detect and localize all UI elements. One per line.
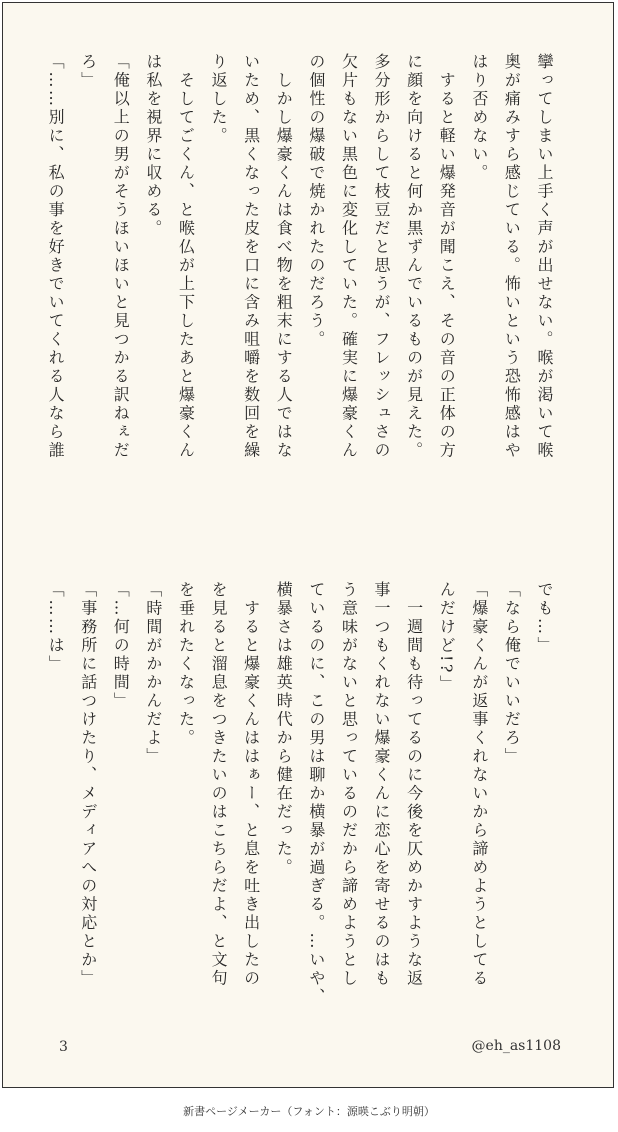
text-column: 横暴さは雄英時代から健在だった。: [274, 581, 294, 877]
text-column: の個性の爆破で焼かれたのだろう。: [306, 53, 326, 349]
text-column: 攣ってしまい上手く声が出せない。喉が渇いて喉: [535, 53, 554, 460]
text-column: はり否めない。: [469, 53, 489, 183]
text-column: すると爆豪くんははぁー、と息を吐き出したの: [241, 581, 261, 988]
text-column: 「なら俺でいいだろ」: [502, 581, 522, 766]
text-column: んだけど!?」: [437, 581, 457, 694]
text-column: は私を視界に収める。: [143, 53, 163, 238]
lower-text-block: [39, 581, 561, 1007]
text-column: いため、黒くなった皮を口に含み咀嚼を数回を繰: [241, 53, 261, 460]
text-column: でも…」: [535, 581, 554, 655]
text-column: を見ると溜息をつきたいのはこちらだよ、と文句: [209, 581, 229, 988]
text-column: 「俺以上の男がそうほいほいと見つかる訳ねぇだ: [111, 53, 131, 460]
text-column: 「……は」: [46, 581, 66, 674]
text-column: 多分形からして枝豆だと思うが、フレッシュさの: [372, 53, 392, 460]
text-column: り返した。: [209, 53, 229, 146]
text-column: 欠片もない黒色に変化していた。確実に爆豪くん: [339, 53, 359, 460]
text-column: しかし爆豪くんは食べ物を粗末にする人ではな: [274, 53, 294, 460]
text-column: 「時間がかかんだよ」: [143, 581, 163, 766]
text-column: 「爆豪くんが返事くれないから諦めようとしてる: [469, 581, 489, 988]
text-column: を垂れたくなった。: [176, 581, 196, 748]
text-column: すると軽い爆発音が聞こえ、その音の正体の方: [437, 53, 457, 460]
text-column: に顔を向けると何か黒ずんでいるものが見えた。: [404, 53, 424, 460]
page: [2, 2, 614, 1088]
text-column: う意味がないと思っているのだから諦めようとし: [339, 581, 359, 988]
text-column: そしてごくん、と喉仏が上下したあと爆豪くん: [176, 53, 196, 460]
upper-text-block: [39, 53, 561, 523]
text-column: ろ」: [78, 53, 98, 90]
author-handle: @eh_as1108: [471, 1038, 561, 1054]
text-column: ているのに、この男は聊か横暴が過ぎる。…いや、: [306, 581, 326, 1007]
text-column: 事一つもくれない爆豪くんに恋心を寄せるのはも: [372, 581, 392, 988]
text-column: 「…何の時間」: [111, 581, 131, 711]
text-column: 「事務所に話つけたり、メディアへの対応とか」: [78, 581, 98, 988]
text-column: 一週間も待ってるのに今後を仄めかすような返: [404, 581, 424, 988]
text-column: 奥が痛みすら感じている。怖いという恐怖感はや: [502, 53, 522, 460]
generator-credit: 新書ページメーカー（フォント：源暎こぶり明朝）: [183, 1105, 435, 1118]
page-number: 3: [59, 1039, 68, 1055]
text-column: 「……別に、私の事を好きでいてくれる人なら誰: [46, 53, 66, 460]
